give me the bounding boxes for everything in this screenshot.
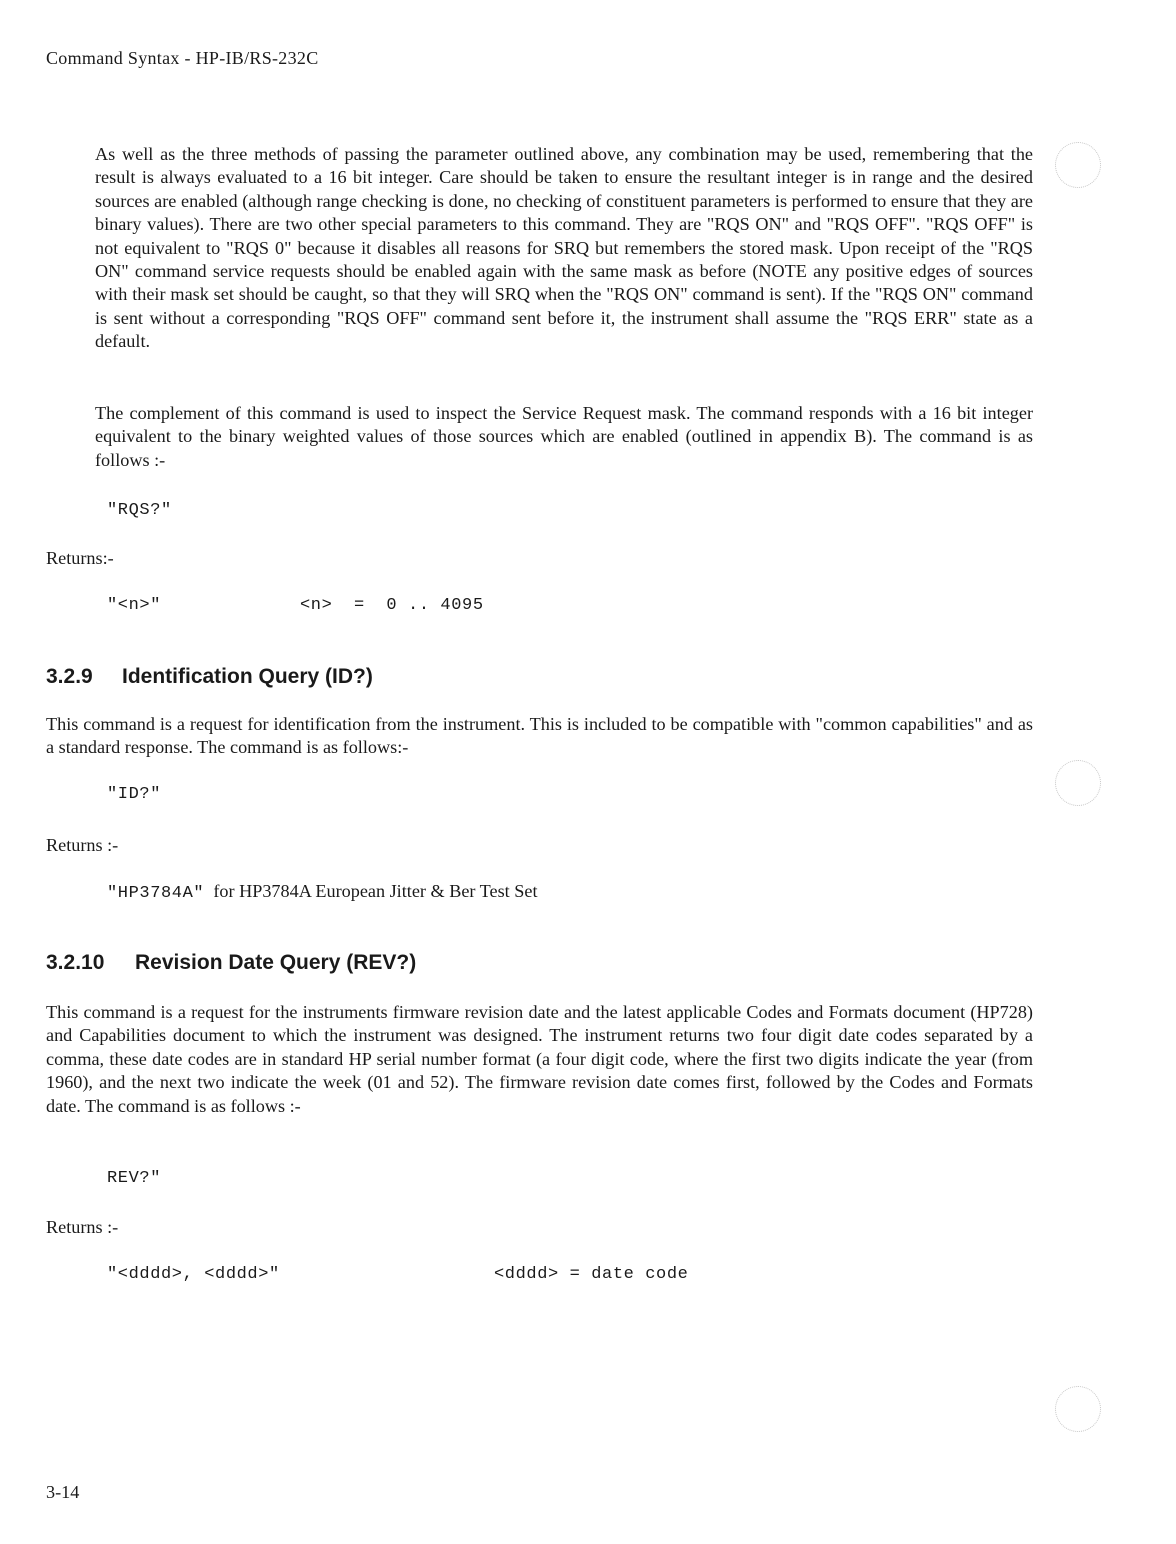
- id-returns-value: "HP3784A": [107, 884, 205, 903]
- punch-hole-mark: [1055, 760, 1101, 806]
- id-query-command: "ID?": [107, 785, 162, 804]
- id-query-paragraph: This command is a request for identification from the instrument. This is included to be compatible with "common capabilities" and as a standard response. The command is as follows:-: [46, 714, 1033, 758]
- id-returns-label: Returns :-: [46, 835, 119, 855]
- rev-returns-description: <dddd> = date code: [494, 1265, 689, 1284]
- rev-query-command: REV?": [107, 1169, 162, 1188]
- punch-hole-mark: [1055, 142, 1101, 188]
- section-title: Identification Query (ID?): [122, 665, 373, 688]
- section-heading-id-query: [46, 665, 373, 689]
- running-header: Command Syntax - HP-IB/RS-232C: [46, 48, 319, 68]
- rqs-complement-paragraph: The complement of this command is used to inspect the Service Request mask. The command responds with a 16 bit integer equivalent to the binary weighted values of those sources which are enabled (outlined in appendix B). The command is as follows :-: [95, 403, 1033, 470]
- rqs-returns-label: Returns:-: [46, 548, 114, 568]
- section-number: 3.2.10: [46, 951, 105, 974]
- rev-returns-label: Returns :-: [46, 1217, 119, 1237]
- rqs-query-command: "RQS?": [107, 501, 172, 520]
- rqs-returns-range: <n> = 0 .. 4095: [300, 596, 484, 615]
- rqs-intro-paragraph: As well as the three methods of passing the parameter outlined above, any combination may be used, remembering that the result is always evaluated to a 16 bit integer. Care should be taken to ensure the resultant integer is in range and the desired sources are enabled (although range checking is done, no checking of constituent parameters is performed to ensure that they are binary values). There are two other special parameters to this command. They are "RQS ON" and "RQS OFF". "RQS OFF" is not equivalent to "RQS 0" because it disables all reasons for SRQ but remembers the stored mask. Upon receipt of the "RQS ON" command service requests should be enabled again with the same mask as before (NOTE any positive edges of sources with their mask set should be caught, so that they will SRQ when the "RQS ON" command is sent). If the "RQS ON" command is sent without a corresponding "RQS OFF" command sent before it, the instrument shall assume the "RQS ERR" state as a default.: [95, 144, 1033, 352]
- section-number: 3.2.9: [46, 665, 93, 688]
- section-heading-rev-query: [46, 951, 416, 975]
- rev-query-paragraph: This command is a request for the instruments firmware revision date and the latest applicable Codes and Formats document (HP728) and Capabilities document to which the instrument was designed. The instrument returns two four digit date codes separated by a comma, these date codes are in standard HP serial number format (a four digit code, where the first two digits indicate the year (from 1960), and the next two indicate the week (01 and 52). The firmware revision date comes first, followed by the Codes and Formats date. The command is as follows :-: [46, 1002, 1033, 1116]
- id-returns-description: for HP3784A European Jitter & Ber Test Set: [213, 881, 538, 901]
- rev-returns-value: "<dddd>, <dddd>": [107, 1265, 280, 1284]
- rqs-returns-value: "<n>": [107, 596, 162, 615]
- id-returns-line: [107, 881, 538, 903]
- page-number: 3-14: [46, 1482, 80, 1502]
- section-title: Revision Date Query (REV?): [135, 951, 417, 974]
- punch-hole-mark: [1055, 1386, 1101, 1432]
